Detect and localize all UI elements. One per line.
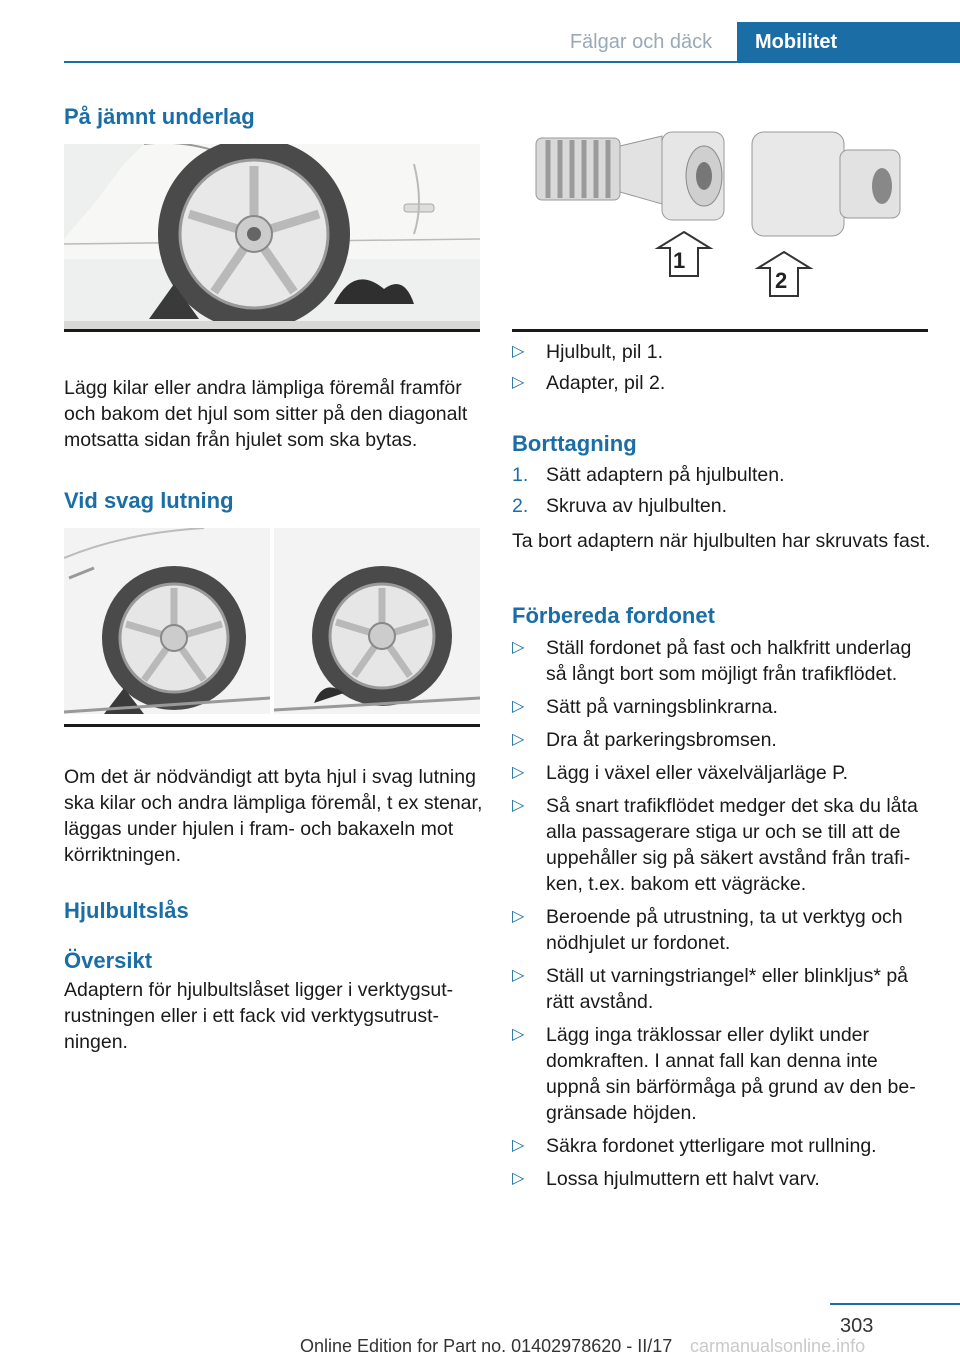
- header-chapter-tab: Mobilitet: [737, 22, 960, 62]
- page-number: 303: [840, 1315, 874, 1337]
- list-item: ▷ Sätt på varningsblinkrarna.: [512, 696, 778, 718]
- bullet-marker: ▷: [512, 1170, 525, 1187]
- bullet-marker: ▷: [512, 764, 525, 781]
- illustration-rule: [64, 329, 480, 332]
- list-item: ▷ Dra åt parkeringsbromsen.: [512, 729, 777, 751]
- bullet-marker: ▷: [512, 797, 525, 814]
- bullet-marker: ▷: [512, 908, 525, 925]
- heading-flat-ground: På jämnt underlag: [64, 104, 255, 129]
- illustration-rule: [512, 329, 928, 332]
- paragraph-flat-ground: Lägg kilar eller andra lämpliga föremål framför och bakom det hjul som sitter på den diagonalt motsatta sidan från hjulet som ska bytas.: [64, 377, 468, 451]
- illustration-car-on-slope: [64, 528, 480, 714]
- bullet-marker: ▷: [512, 639, 525, 656]
- bullet-marker: ▷: [512, 731, 525, 748]
- edition-footer: Online Edition for Part no. 01402978620 - II/17: [300, 1336, 673, 1356]
- list-item: ▷ Ställ ut varningstriangel* eller blinkljus* på rätt avstånd.: [512, 965, 909, 1013]
- removal-steps: [512, 462, 932, 519]
- bullet-marker: ▷: [512, 698, 525, 715]
- list-item: ▷ Hjulbult, pil 1.: [512, 341, 664, 363]
- bullet-marker: ▷: [512, 374, 525, 391]
- heading-overview: Översikt: [64, 948, 153, 973]
- preparation-list: [512, 635, 930, 1192]
- heading-prepare-vehicle: Förbereda fordonet: [512, 603, 715, 628]
- illustration-rule: [64, 724, 480, 727]
- list-item: ▷ Så snart trafikflödet medger det ska du låta alla passagerare stiga ur och se till att de uppehåller sig på säkert avstånd från trafiken, t.ex. bakom ett vägräcke.: [512, 795, 918, 895]
- list-item: ▷ Lossa hjulmuttern ett halvt varv.: [512, 1168, 820, 1190]
- list-item: ▷ Lägg inga träklossar eller dylikt under domkraften. I annat fall kan denna inte uppnå sin bärförmåga på grund av den begränsade höjden.: [512, 1024, 916, 1124]
- list-item: ▷ Adapter, pil 2.: [512, 372, 666, 394]
- illustration-car-on-flat-ground: [64, 144, 480, 330]
- bullet-marker: ▷: [512, 343, 525, 360]
- list-item: ▷ Säkra fordonet ytterligare mot rullning.: [512, 1135, 877, 1157]
- list-item: ▷ Ställ fordonet på fast och halkfritt underlag så långt bort som möjligt från trafikflödet.: [512, 637, 912, 685]
- list-item: ▷ Beroende på utrustning, ta ut verktyg och nödhjulet ur fordonet.: [512, 906, 903, 954]
- list-item: 2. Skruva av hjulbulten.: [512, 495, 728, 517]
- heading-wheel-lock: Hjulbultslås: [64, 898, 189, 923]
- illustration-wheel-bolt-and-adapter: [512, 128, 928, 314]
- bullet-marker: ▷: [512, 1026, 525, 1043]
- paragraph-removal: Ta bort adaptern när hjulbulten har skruvats fast.: [512, 530, 931, 552]
- paragraph-overview: Adaptern för hjulbultslåset ligger i verktygsutrustningen eller i ett fack vid verktygsutrustningen.: [64, 979, 454, 1053]
- bullet-marker: ▷: [512, 1137, 525, 1154]
- watermark: carmanualsonline.info: [690, 1336, 866, 1356]
- header-section-tab: Fälgar och däck: [569, 31, 713, 53]
- heading-removal: Borttagning: [512, 431, 637, 456]
- header-rule: [64, 61, 960, 63]
- list-item: 1. Sätt adaptern på hjulbulten.: [512, 464, 785, 486]
- arrow-1-label: 1: [673, 248, 686, 273]
- arrow-2-label: 2: [775, 268, 788, 293]
- footer-rule: [830, 1303, 960, 1305]
- heading-slight-slope: Vid svag lutning: [64, 488, 234, 513]
- bullet-marker: ▷: [512, 967, 525, 984]
- list-item: ▷ Lägg i växel eller växelväljarläge P.: [512, 762, 849, 784]
- paragraph-slight-slope: Om det är nödvändigt att byta hjul i svag lutning ska kilar och andra lämpliga föremål, t ex stenar, läggas under hjulen i fram- och bakaxeln mot körriktningen.: [64, 766, 483, 866]
- parts-list: [512, 339, 932, 396]
